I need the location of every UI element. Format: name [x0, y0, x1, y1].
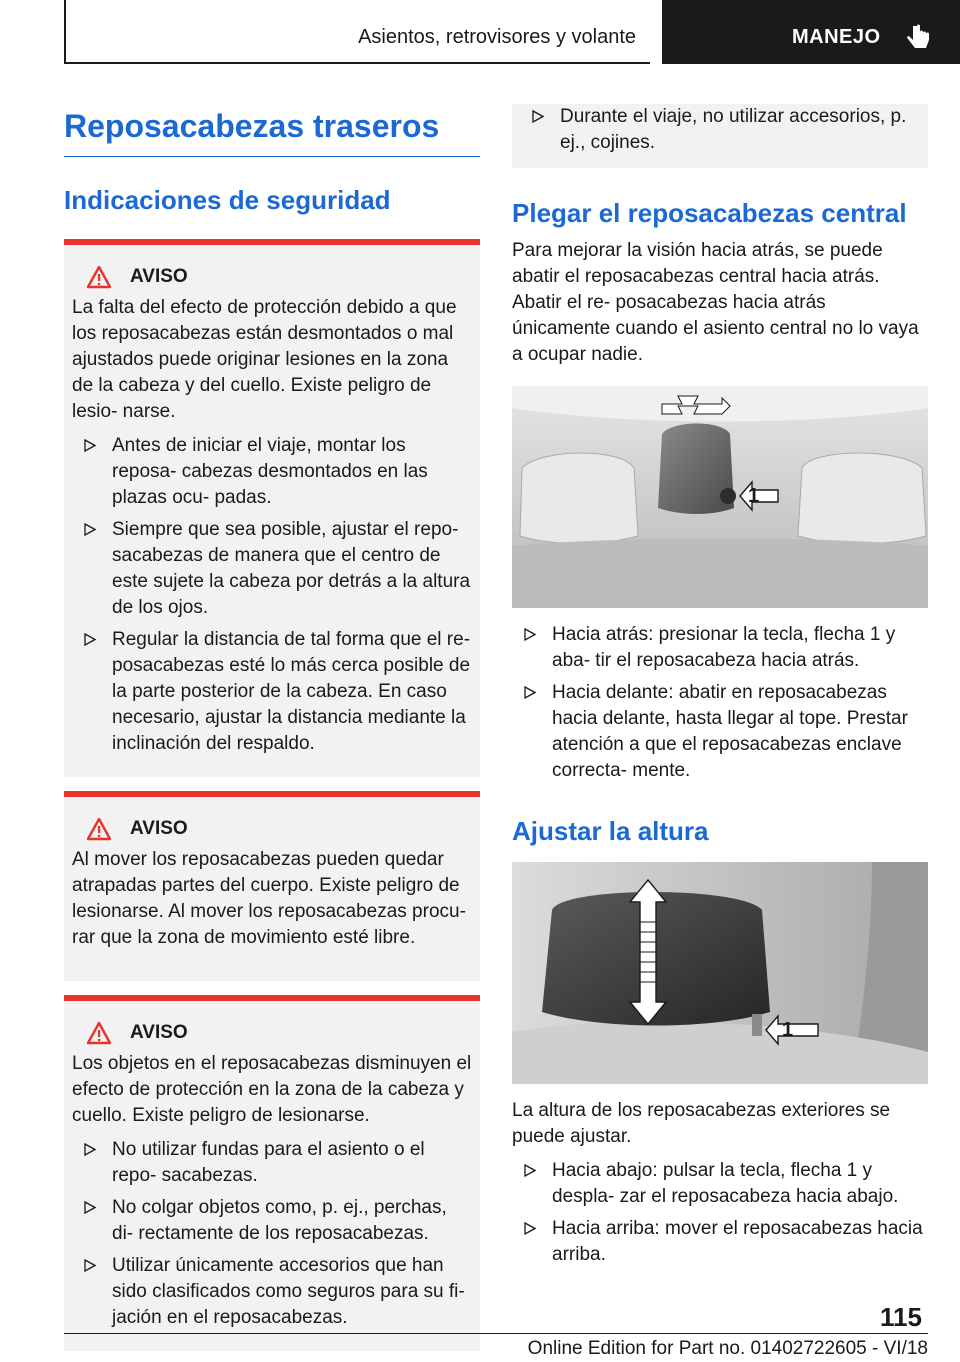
- header-divider-vertical: [64, 0, 66, 64]
- hand-pointer-icon: [906, 24, 932, 52]
- header-chapter-tab[interactable]: [662, 0, 960, 64]
- warning-title: [86, 265, 472, 289]
- adjust-height-heading: Ajustar la altura: [512, 816, 709, 846]
- warning-text: Los objetos en el reposacabezas disminuyen el efecto de protección en la zona de la cabeza y cuello. Existe peligro de lesionarse.: [72, 1053, 472, 1126]
- warning-bullets: [72, 433, 472, 757]
- chapter-tab-label: MANEJO: [792, 26, 881, 48]
- page-number: 115: [880, 1302, 922, 1332]
- warning-label: AVISO: [130, 266, 188, 287]
- header-section-title: Asientos, retrovisores y volante: [358, 26, 636, 48]
- warning-triangle-icon: [86, 265, 112, 289]
- warning-bullets: [520, 104, 920, 156]
- list-item: Hacia atrás: presionar la tecla, flecha 1 y aba‐ tir el reposacabeza hacia atrás.: [512, 622, 928, 674]
- list-item: No utilizar fundas para el asiento o el repo‐ sacabezas.: [72, 1137, 472, 1189]
- warning-text: Al mover los reposacabezas pueden quedar atrapadas partes del cuerpo. Existe peligro de lesionarse. Al mover los reposacabezas procu‐ rar que la zona de movimiento esté libre.: [72, 849, 466, 948]
- callout-number: 1: [748, 485, 760, 507]
- bullet-triangle-icon: [84, 1201, 96, 1214]
- warning-title: [86, 1021, 472, 1045]
- list-item: Utilizar únicamente accesorios que han sido clasificados como seguros para su fi‐ jación en el reposacabezas.: [72, 1253, 472, 1331]
- rear-seats-illustration: [512, 386, 928, 608]
- bullet-triangle-icon: [524, 1164, 536, 1177]
- bullet-triangle-icon: [84, 1143, 96, 1156]
- safety-heading: Indicaciones de seguridad: [64, 185, 391, 215]
- bullet-triangle-icon: [84, 439, 96, 452]
- page-title: Reposacabezas traseros: [64, 108, 440, 144]
- rear-headrests-image: [512, 386, 928, 608]
- right-column: [512, 104, 928, 1274]
- bullet-triangle-icon: [524, 1222, 536, 1235]
- warning-bullets: [72, 1137, 472, 1331]
- title-rule: [64, 156, 480, 157]
- fold-center-headrest-heading: Plegar el reposacabezas central: [512, 198, 907, 228]
- warning-label: AVISO: [130, 818, 188, 839]
- warning-box-continued: [512, 104, 928, 168]
- warning-triangle-icon: [86, 817, 112, 841]
- bullet-triangle-icon: [84, 1259, 96, 1272]
- adjust-height-text: La altura de los reposacabezas exteriores se puede ajustar.: [512, 1100, 891, 1147]
- header-divider-horizontal: [64, 62, 650, 64]
- list-item: Antes de iniciar el viaje, montar los reposa‐ cabezas desmontados en las plazas ocu‐ padas.: [72, 433, 472, 511]
- warning-box-3: [64, 995, 480, 1351]
- bullet-triangle-icon: [84, 633, 96, 646]
- bullet-triangle-icon: [84, 523, 96, 536]
- fold-center-text: Para mejorar la visión hacia atrás, se puede abatir el reposacabezas central hacia atrás. Abatir el re‐ posacabezas hacia atrás únicamente cuando el asiento central no lo vaya a ocupar nadie.: [512, 240, 919, 365]
- bullet-triangle-icon: [532, 110, 544, 123]
- warning-box-2: [64, 791, 480, 981]
- left-column: [64, 104, 480, 1351]
- list-item: No colgar objetos como, p. ej., perchas, di‐ rectamente de los reposacabezas.: [72, 1195, 472, 1247]
- outer-headrest-illustration: [512, 862, 928, 1084]
- bullet-triangle-icon: [524, 628, 536, 641]
- fold-center-bullets: [512, 622, 928, 784]
- warning-text: La falta del efecto de protección debido a que los reposacabezas están desmontados o mal ajustados puede originar lesiones en la zona de la cabeza y del cuello. Existe peligro de lesio‐ narse.: [72, 297, 457, 422]
- warning-title: [86, 817, 472, 841]
- list-item: Hacia delante: abatir en reposacabezas hacia delante, hasta llegar al tope. Prestar atención a que el reposacabezas enclave correcta‐ mente.: [512, 680, 928, 784]
- warning-triangle-icon: [86, 1021, 112, 1045]
- outer-headrest-image: [512, 862, 928, 1084]
- warning-box-1: [64, 239, 480, 777]
- footer-edition: Online Edition for Part no. 01402722605 - VI/18: [527, 1338, 928, 1359]
- list-item: Regular la distancia de tal forma que el re‐ posacabezas esté lo más cerca posible de la parte posterior de la cabeza. En caso necesario, ajustar la distancia mediante la inclinación del respaldo.: [72, 627, 472, 757]
- list-item: Hacia arriba: mover el reposacabezas hacia arriba.: [512, 1216, 928, 1268]
- list-item: Durante el viaje, no utilizar accesorios, p. ej., cojines.: [520, 104, 920, 156]
- warning-label: AVISO: [130, 1022, 188, 1043]
- bullet-triangle-icon: [524, 686, 536, 699]
- list-item: Siempre que sea posible, ajustar el repo‐ sacabezas de manera que el centro de este sujete la cabeza por detrás a la altura de los ojos.: [72, 517, 472, 621]
- list-item: Hacia abajo: pulsar la tecla, flecha 1 y despla‐ zar el reposacabeza hacia abajo.: [512, 1158, 928, 1210]
- adjust-height-bullets: [512, 1158, 928, 1268]
- footer-rule: [64, 1333, 928, 1334]
- callout-number: 1: [782, 1019, 794, 1041]
